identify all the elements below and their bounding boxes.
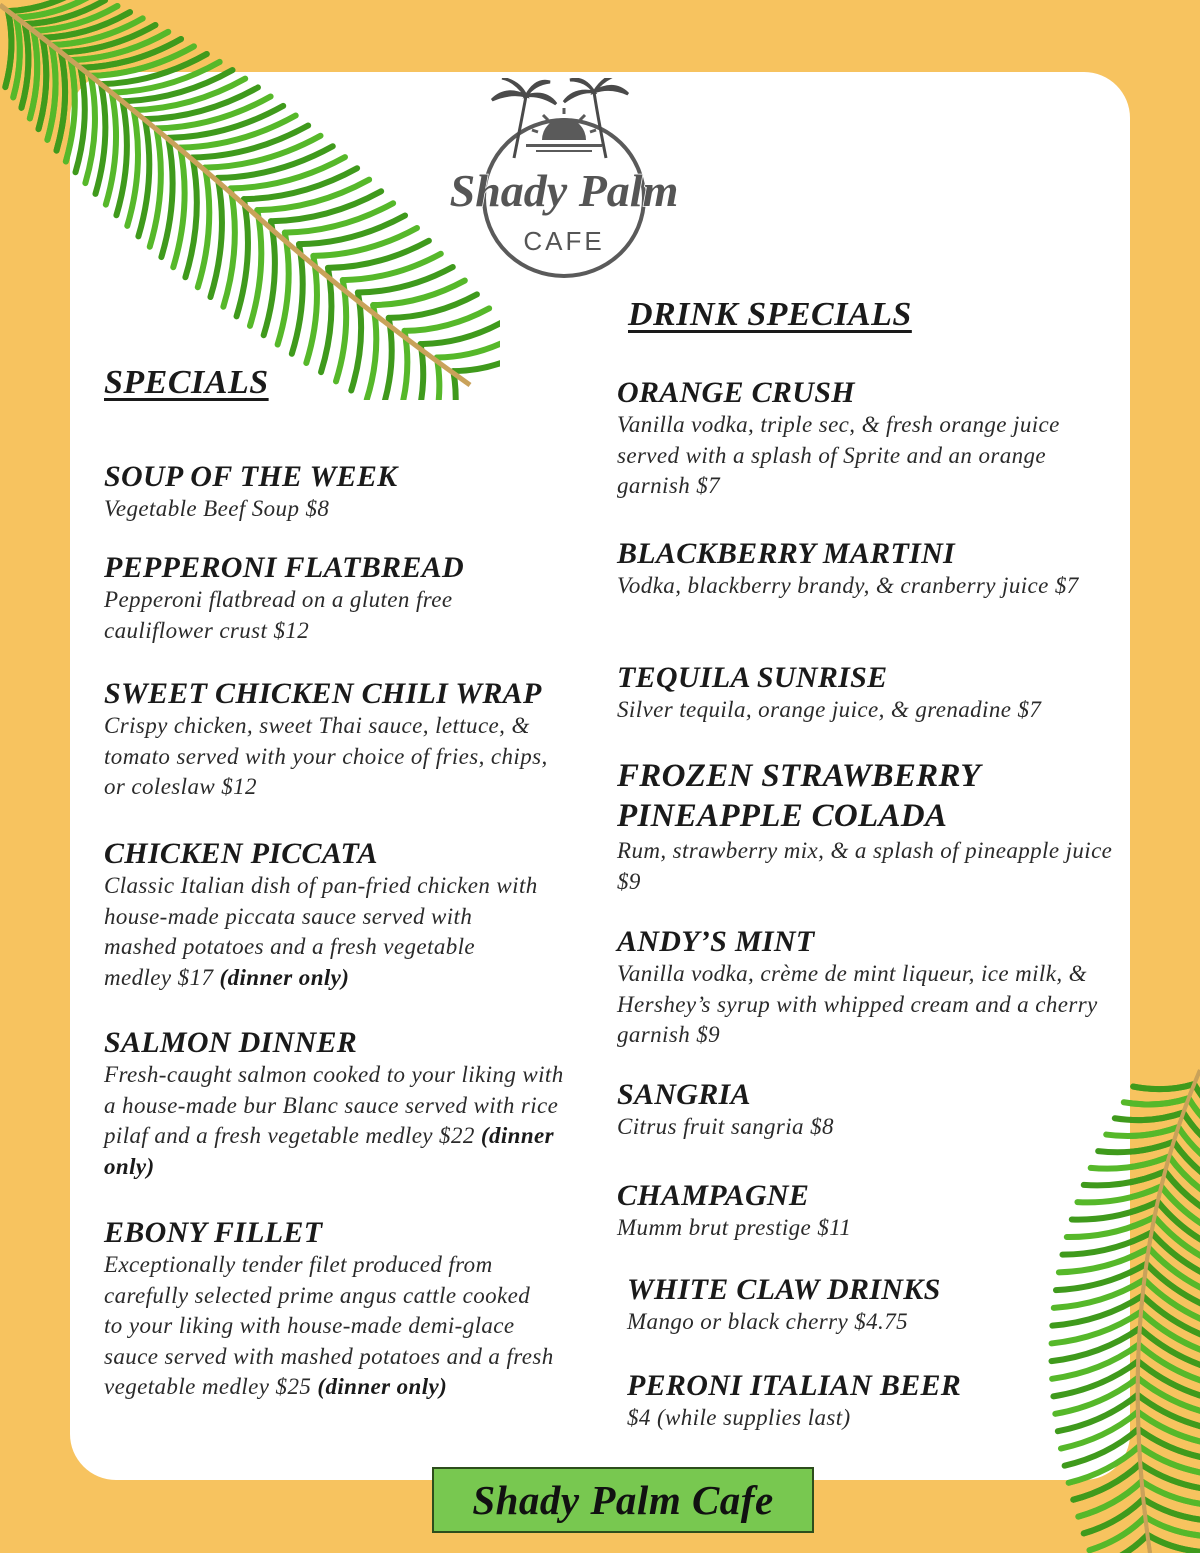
item-desc: Exceptionally tender filet produced from carefully selected prime angus cattle cooked to your liking with house-made demi-glace sauce served with mashed potatoes and a fresh vegetable medley $25 bbox=[104, 1252, 554, 1399]
item-desc: Mumm brut prestige $11 bbox=[617, 1215, 852, 1240]
item-desc: Classic Italian dish of pan-fried chicken with house-made piccata sauce served with mashed potatoes and a fresh vegetable medley $17 bbox=[104, 873, 538, 990]
footer-label: Shady Palm Cafe bbox=[472, 1477, 774, 1523]
item-name: SOUP OF THE WEEK bbox=[104, 460, 398, 493]
item-desc: Vanilla vodka, triple sec, & fresh orange juice served with a splash of Sprite and an orange garnish $7 bbox=[617, 412, 1060, 498]
item-desc: Vodka, blackberry brandy, & cranberry juice $7 bbox=[617, 573, 1079, 598]
item-name: PEPPERONI FLATBREAD bbox=[104, 551, 464, 584]
drink-item bbox=[617, 537, 1117, 602]
sun-icon bbox=[526, 108, 602, 152]
drink-item bbox=[617, 925, 1117, 1051]
item-desc: $4 (while supplies last) bbox=[627, 1405, 851, 1430]
drink-specials-title: DRINK SPECIALS bbox=[628, 296, 912, 333]
item-name: EBONY FILLET bbox=[104, 1216, 323, 1249]
item-name: SWEET CHICKEN CHILI WRAP bbox=[104, 677, 542, 710]
item-desc: Vegetable Beef Soup $8 bbox=[104, 496, 330, 521]
item-note: (dinner only) bbox=[104, 1123, 555, 1179]
drink-item bbox=[617, 661, 1117, 726]
footer-banner bbox=[432, 1467, 814, 1533]
item-name: CHICKEN PICCATA bbox=[104, 837, 378, 870]
special-item bbox=[104, 837, 604, 993]
drink-item bbox=[627, 1369, 1127, 1434]
item-name: WHITE CLAW DRINKS bbox=[627, 1273, 941, 1306]
drink-item bbox=[617, 1078, 1117, 1143]
item-name: ANDY’S MINT bbox=[617, 925, 815, 958]
item-name: TEQUILA SUNRISE bbox=[617, 661, 888, 694]
item-name: SANGRIA bbox=[617, 1078, 751, 1111]
item-name: SALMON DINNER bbox=[104, 1026, 358, 1059]
special-item bbox=[104, 460, 604, 525]
item-desc: Fresh-caught salmon cooked to your liking with a house-made bur Blanc sauce served with rice pilaf and a fresh vegetable medley $22 bbox=[104, 1062, 564, 1148]
item-desc: Vanilla vodka, crème de mint liqueur, ice milk, & Hershey’s syrup with whipped cream and a cherry garnish $9 bbox=[617, 961, 1098, 1047]
special-item bbox=[104, 1026, 604, 1182]
item-name: CHAMPAGNE bbox=[617, 1179, 810, 1212]
item-desc: Pepperoni flatbread on a gluten free cauliflower crust $12 bbox=[104, 587, 453, 643]
palm-leaf-icon bbox=[0, 0, 500, 400]
item-name: FROZEN STRAWBERRY PINEAPPLE COLADA bbox=[617, 758, 980, 834]
item-name: PERONI ITALIAN BEER bbox=[627, 1369, 962, 1402]
special-item bbox=[104, 677, 582, 803]
item-desc: Crispy chicken, sweet Thai sauce, lettuce, & tomato served with your choice of fries, chips, or coleslaw $12 bbox=[104, 713, 548, 799]
item-desc: Mango or black cherry $4.75 bbox=[627, 1309, 908, 1334]
item-note: (dinner only) bbox=[317, 1374, 448, 1399]
drink-item bbox=[617, 376, 1117, 502]
item-desc: Silver tequila, orange juice, & grenadine $7 bbox=[617, 697, 1042, 722]
drink-item bbox=[627, 1273, 1127, 1338]
drink-item bbox=[617, 756, 1117, 897]
item-name: BLACKBERRY MARTINI bbox=[617, 537, 956, 570]
item-desc: Rum, strawberry mix, & a splash of pineapple juice $9 bbox=[617, 838, 1113, 894]
drink-item bbox=[617, 1179, 1117, 1244]
logo-sub: CAFE bbox=[523, 226, 605, 256]
item-desc: Citrus fruit sangria $8 bbox=[617, 1114, 834, 1139]
logo-name: Shady Palm bbox=[449, 165, 679, 216]
special-item bbox=[104, 1216, 604, 1403]
special-item bbox=[104, 551, 604, 646]
cafe-logo bbox=[444, 78, 684, 288]
specials-title: SPECIALS bbox=[104, 364, 269, 401]
item-name: ORANGE CRUSH bbox=[617, 376, 855, 409]
item-note: (dinner only) bbox=[219, 964, 350, 990]
